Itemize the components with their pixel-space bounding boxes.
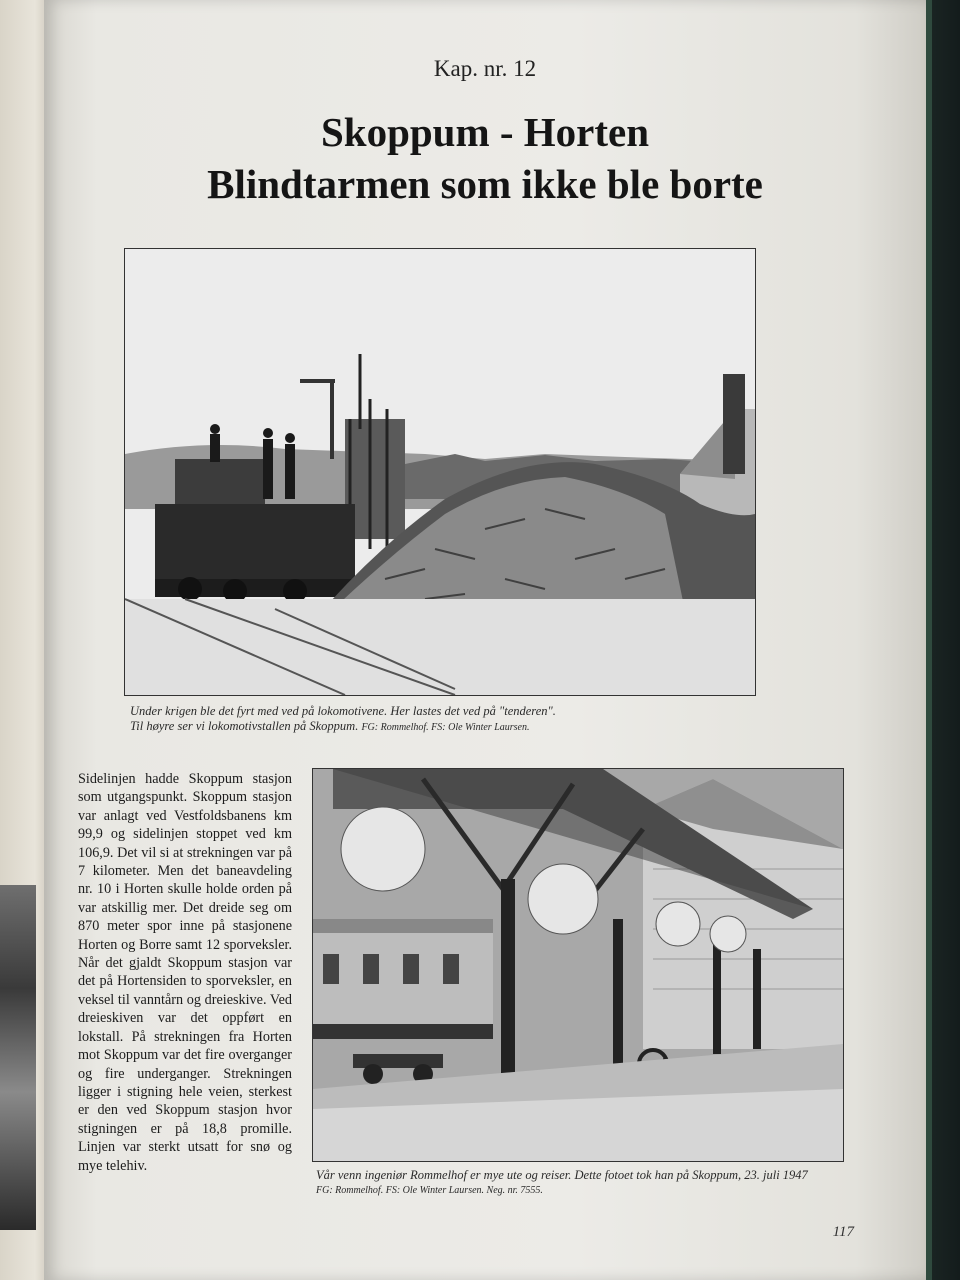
- page-title-line1: Skoppum - Horten: [320, 109, 650, 155]
- book-page: [44, 0, 926, 1280]
- facing-page-photo-fragment: [0, 885, 36, 1230]
- photo2-caption-line1: Vår venn ingeniør Rommelhof er mye ute og reiser. Dette fotoet tok han på Skoppum, 23. juli 1947: [316, 1168, 808, 1182]
- photo1-caption-line2: [130, 719, 750, 735]
- facing-page-edge: [0, 0, 50, 1280]
- chapter-label: Kap. nr. 12: [433, 56, 537, 81]
- photo2-caption: [316, 1168, 936, 1198]
- photo1-caption: [130, 704, 750, 735]
- body-paragraph: Sidelinjen hadde Skoppum stasjon som utgangspunkt. Skoppum stasjon var anlagt ved Vestfoldsbanens km 99,9 og sidelinjen stoppet ved km 106,9. Det vil si at strekningen var på 7 kilometer. Men det baneavdeling nr. 10 i Horten skulle holde orden på var atskillig mer. Det dreide seg om 870 meter spor inne på stasjonene Horten og Borre samt 12 sporveksler. Når det gjaldt Skoppum stasjon var det på Hortensiden to sporveksler, en veksel til vanntårn og dreieskive. Ved dreieskiven var det oppført en lokstall. På strekningen fra Horten mot Skoppum var det fire overganger og fire underganger. Strekningen ligger i stigning hele veien, sterkest er den ved Skoppum stasjon hvor stigningen er på 18,8 promille. Linjen var sterkt utsatt for snø og mye telehiv.: [78, 771, 292, 1174]
- photo-wood-loading: [124, 248, 756, 696]
- photo-skoppum-station: [312, 768, 844, 1162]
- photo1-caption-text: Til høyre ser vi lokomotivstallen på Skoppum.: [130, 719, 359, 733]
- photo1-caption-credit: FG: Rommelhof. FS: Ole Winter Laursen.: [361, 722, 530, 733]
- photo1-caption-line1: Under krigen ble det fyrt med ved på lokomotivene. Her lastes det ved på "tenderen".: [130, 704, 556, 718]
- page-number: 117: [832, 1224, 854, 1240]
- photo2-caption-credit: FG: Rommelhof. FS: Ole Winter Laursen. Neg. nr. 7555.: [316, 1185, 543, 1196]
- page-title-line2: Blindtarmen som ikke ble borte: [207, 161, 763, 207]
